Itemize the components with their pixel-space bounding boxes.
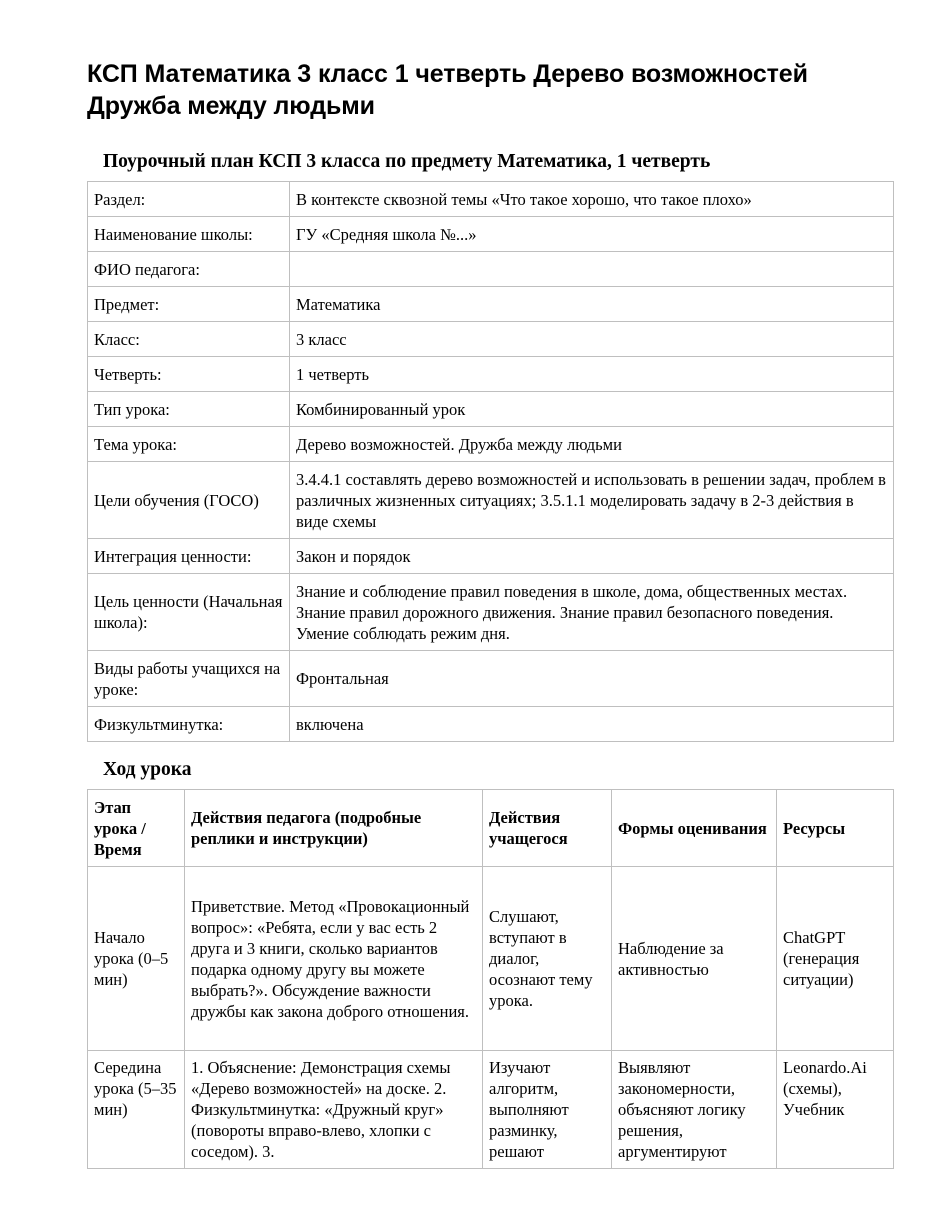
student-actions-cell: Изучают алгоритм, выполняют разминку, решают — [483, 1051, 612, 1169]
info-value: 3.4.4.1 составлять дерево возможностей и использовать в решении задач, проблем в различных жизненных ситуациях; 3.5.1.1 моделировать задачу в 2-3 действия в виде схемы — [290, 462, 894, 539]
info-label: Наименование школы: — [88, 217, 290, 252]
student-actions-cell: Слушают, вступают в диалог, осознают тему урока. — [483, 867, 612, 1051]
info-table — [87, 181, 894, 742]
info-value: включена — [290, 707, 894, 742]
info-label: Четверть: — [88, 357, 290, 392]
info-row-school — [88, 217, 894, 252]
teacher-actions-cell: Приветствие. Метод «Провокационный вопрос»: «Ребята, если у вас есть 2 друга и 3 книги, сколько вариантов подарка одному другу вы можете выбрать?». Обсуждение важности дружбы как закона доброго отношения. — [185, 867, 483, 1051]
column-header-stage: Этап урока / Время — [88, 790, 185, 867]
lesson-table — [87, 789, 894, 1169]
info-value: В контексте сквозной темы «Что такое хорошо, что такое плохо» — [290, 182, 894, 217]
column-header-resources: Ресурсы — [777, 790, 894, 867]
info-label: ФИО педагога: — [88, 252, 290, 287]
assessment-cell: Наблюдение за активностью — [612, 867, 777, 1051]
info-label: Цель ценности (Начальная школа): — [88, 574, 290, 651]
stage-cell: Середина урока (5–35 мин) — [88, 1051, 185, 1169]
lesson-row-middle — [88, 1051, 894, 1169]
lesson-header-row — [88, 790, 894, 867]
plan-heading: Поурочный план КСП 3 класса по предмету Математика, 1 четверть — [103, 151, 711, 172]
info-row-physical-break — [88, 707, 894, 742]
info-row-lesson-topic — [88, 427, 894, 462]
column-header-assessment: Формы оценивания — [612, 790, 777, 867]
info-label: Тип урока: — [88, 392, 290, 427]
info-value — [290, 252, 894, 287]
column-header-teacher-actions: Действия педагога (подробные реплики и инструкции) — [185, 790, 483, 867]
assessment-cell: Выявляют закономерности, объясняют логику решения, аргументируют — [612, 1051, 777, 1169]
info-row-section — [88, 182, 894, 217]
info-value: 3 класс — [290, 322, 894, 357]
info-label: Интеграция ценности: — [88, 539, 290, 574]
info-row-lesson-type — [88, 392, 894, 427]
info-value: 1 четверть — [290, 357, 894, 392]
teacher-actions-cell: 1. Объяснение: Демонстрация схемы «Дерево возможностей» на доске. 2. Физкультминутка: «Дружный круг» (повороты вправо-влево, хлопки с соседом). 3. — [185, 1051, 483, 1169]
info-row-learning-goals — [88, 462, 894, 539]
stage-cell: Начало урока (0–5 мин) — [88, 867, 185, 1051]
info-value: Дерево возможностей. Дружба между людьми — [290, 427, 894, 462]
info-label: Раздел: — [88, 182, 290, 217]
info-label: Виды работы учащихся на уроке: — [88, 651, 290, 707]
column-header-student-actions: Действия учащегося — [483, 790, 612, 867]
info-row-teacher — [88, 252, 894, 287]
lesson-row-start — [88, 867, 894, 1051]
info-row-quarter — [88, 357, 894, 392]
info-row-class — [88, 322, 894, 357]
resources-cell: Leonardo.Ai (схемы), Учебник — [777, 1051, 894, 1169]
info-value: Знание и соблюдение правил поведения в школе, дома, общественных местах. Знание правил дорожного движения. Знание правил безопасного поведения. Умение соблюдать режим дня. — [290, 574, 894, 651]
info-row-subject — [88, 287, 894, 322]
resources-cell: ChatGPT (генерация ситуации) — [777, 867, 894, 1051]
info-value: Комбинированный урок — [290, 392, 894, 427]
info-row-work-types — [88, 651, 894, 707]
info-label: Класс: — [88, 322, 290, 357]
info-label: Тема урока: — [88, 427, 290, 462]
document-title: КСП Математика 3 класс 1 четверть Дерево возможностей Дружба между людьми — [87, 60, 808, 120]
info-label: Физкультминутка: — [88, 707, 290, 742]
info-row-value-goal — [88, 574, 894, 651]
document-page — [87, 58, 893, 1169]
info-label: Цели обучения (ГОСО) — [88, 462, 290, 539]
info-value: Фронтальная — [290, 651, 894, 707]
info-label: Предмет: — [88, 287, 290, 322]
info-value: Закон и порядок — [290, 539, 894, 574]
info-value: ГУ «Средняя школа №...» — [290, 217, 894, 252]
lesson-heading: Ход урока — [103, 759, 192, 780]
info-row-value-integration — [88, 539, 894, 574]
info-value: Математика — [290, 287, 894, 322]
